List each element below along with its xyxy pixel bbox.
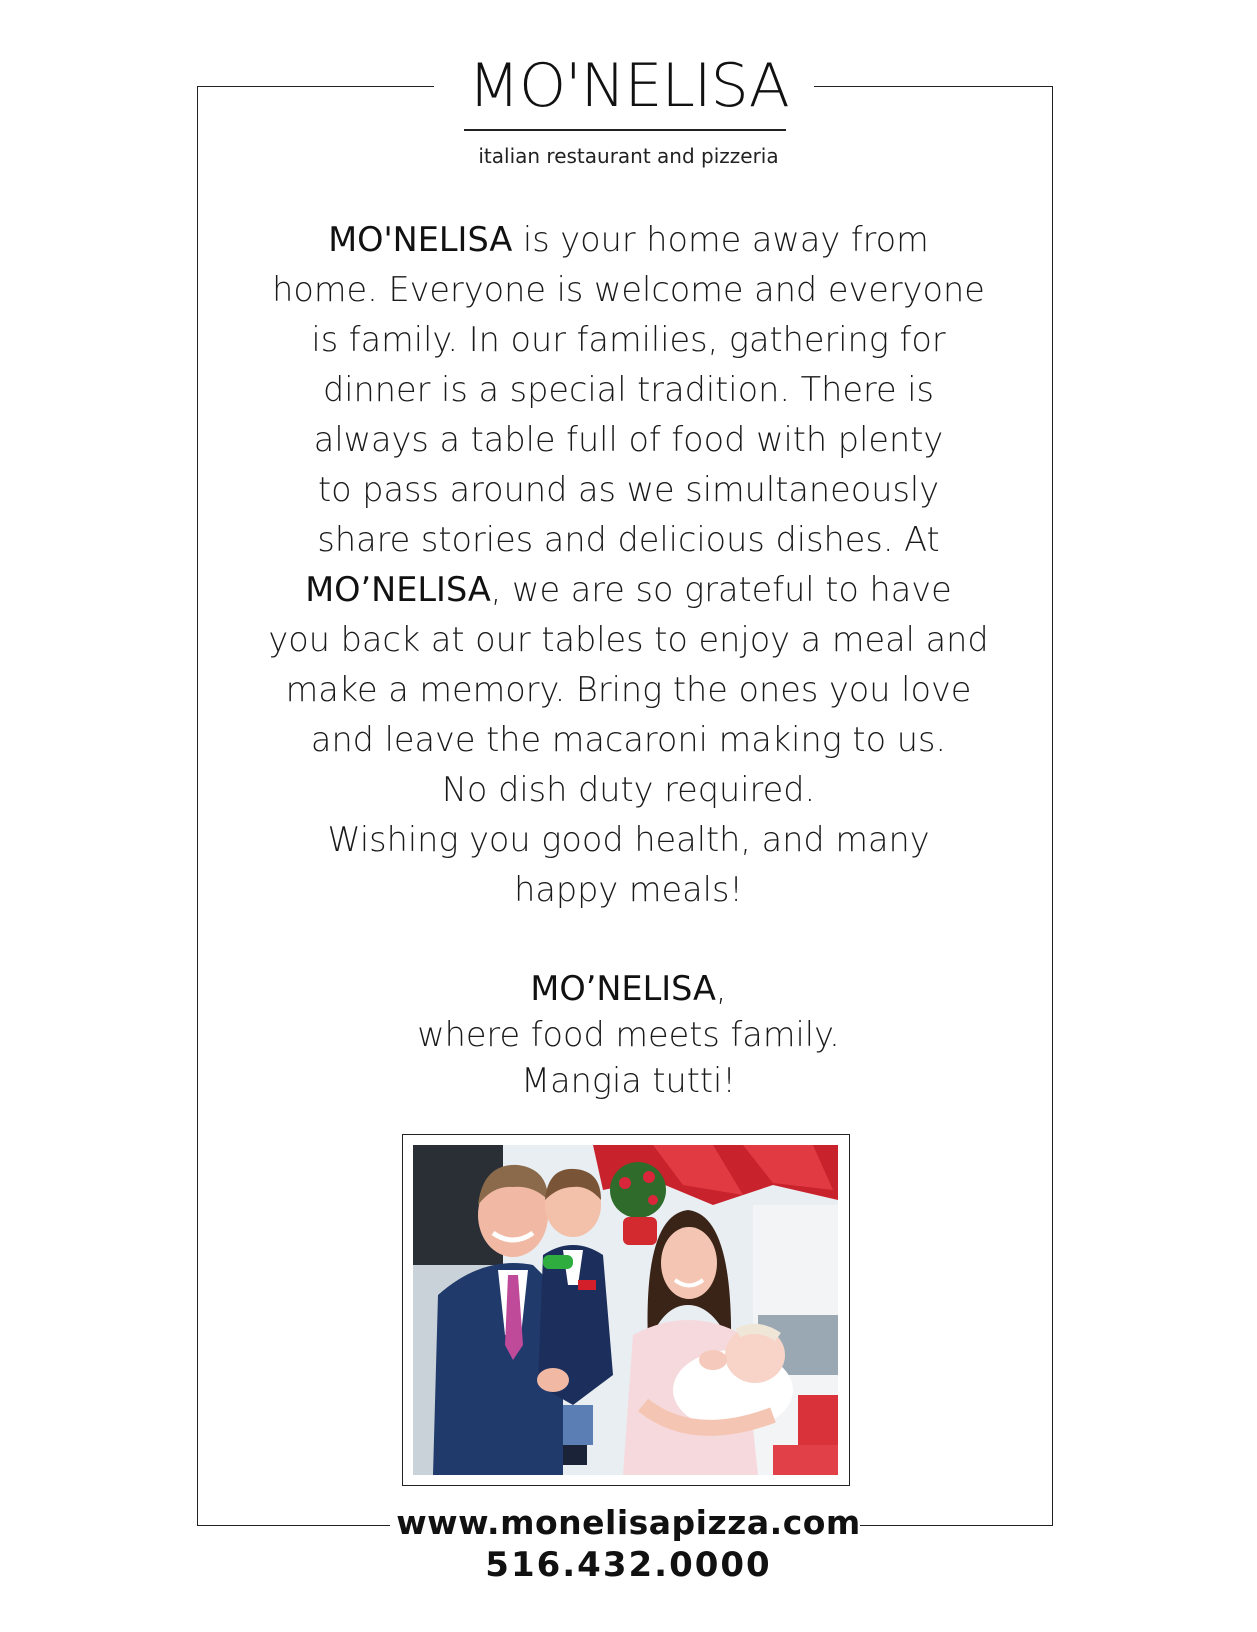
slogan-line: Mangia tutti!: [521, 1061, 736, 1100]
message-text: , we are so grateful to have: [490, 570, 952, 609]
slogan-line: [230, 966, 1027, 1012]
restaurant-logo: MO'NELISA: [468, 51, 789, 121]
phone-number[interactable]: 516.432.0000: [485, 1545, 772, 1585]
message-line: to pass around as we simultaneously: [317, 470, 940, 509]
message-line: always a table full of food with plenty: [313, 420, 944, 459]
message-line: Wishing you good health, and many: [327, 820, 930, 859]
restaurant-tagline: italian restaurant and pizzeria: [478, 144, 779, 168]
closing-slogan: [230, 966, 1027, 1104]
message-line: make a memory. Bring the ones you love: [285, 670, 972, 709]
family-photo: [413, 1145, 838, 1475]
message-line: is family. In our families, gathering for: [311, 320, 946, 359]
message-line: [230, 215, 1027, 265]
message-line: share stories and delicious dishes. At: [317, 520, 940, 559]
logo-divider: [464, 129, 786, 131]
message-line: [230, 565, 1027, 615]
message-text: is your home away from: [512, 220, 929, 259]
contact-info: [0, 1502, 1257, 1586]
message-line: dinner is a special tradition. There is: [322, 370, 935, 409]
brand-name: MO’NELISA: [305, 570, 491, 609]
message-line: No dish duty required.: [441, 770, 816, 809]
message-line: you back at our tables to enjoy a meal and: [268, 620, 989, 659]
brand-name: MO'NELISA: [328, 220, 513, 259]
message-line: happy meals!: [514, 870, 743, 909]
slogan-line: where food meets family.: [417, 1015, 840, 1054]
family-photo-illustration: [413, 1145, 838, 1475]
message-line: home. Everyone is welcome and everyone: [272, 270, 985, 309]
family-photo-frame: [402, 1134, 850, 1486]
website-link[interactable]: www.monelisapizza.com: [396, 1503, 861, 1542]
welcome-message: [230, 215, 1027, 915]
slogan-punctuation: ,: [715, 969, 727, 1008]
message-line: and leave the macaroni making to us.: [310, 720, 947, 759]
brand-name: MO’NELISA: [530, 969, 716, 1008]
